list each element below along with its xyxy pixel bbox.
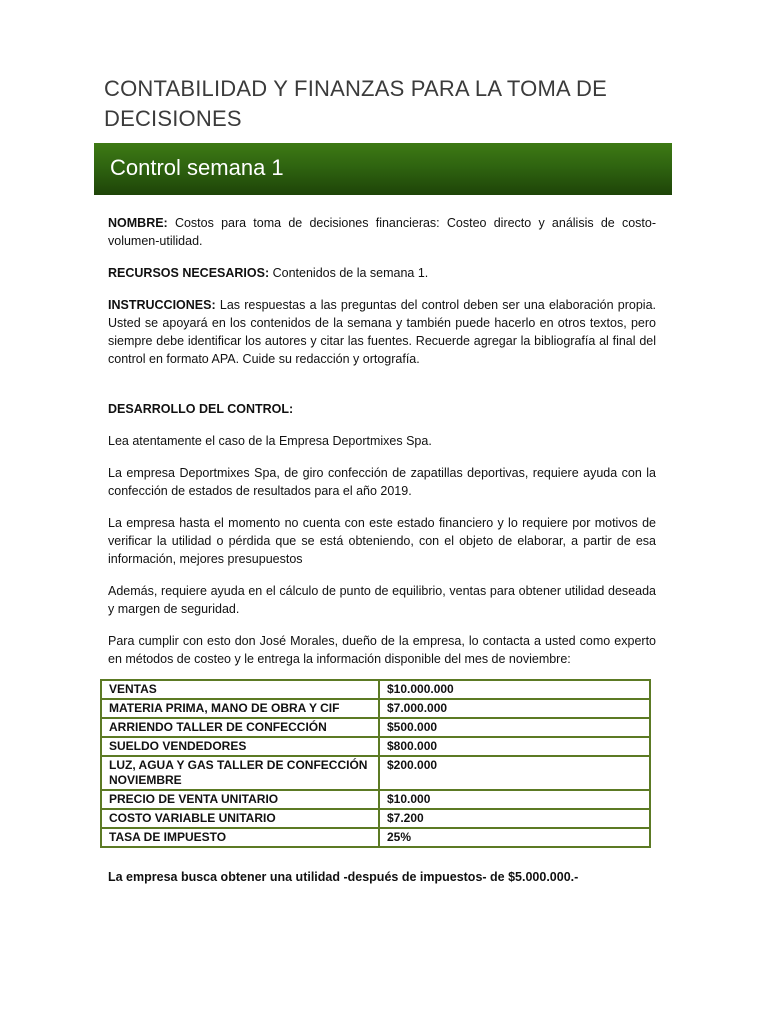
table-row — [101, 718, 650, 737]
document-body — [108, 214, 656, 682]
document-title-line-1: CONTABILIDAD Y FINANZAS PARA LA TOMA DE — [104, 76, 607, 101]
table-cell-label: COSTO VARIABLE UNITARIO — [101, 809, 379, 828]
table-cell-label: LUZ, AGUA Y GAS TALLER DE CONFECCIÓN NOVIEMBRE — [101, 756, 379, 790]
table-row — [101, 737, 650, 756]
instrucciones-label: INSTRUCCIONES: — [108, 298, 216, 312]
cost-data-table — [100, 679, 651, 848]
recursos-paragraph — [108, 264, 656, 282]
spacer — [108, 382, 656, 400]
nombre-paragraph — [108, 214, 656, 250]
desarrollo-paragraph-2: La empresa Deportmixes Spa, de giro confección de zapatillas deportivas, requiere ayuda con la confección de estados de resultados para el año 2019. — [108, 466, 656, 498]
target-profit-note: La empresa busca obtener una utilidad -después de impuestos- de $5.000.000.- — [108, 870, 579, 884]
instrucciones-text: Las respuestas a las preguntas del control deben ser una elaboración propia. Usted se apoyará en los contenidos de la semana y también puede hacerlo en otros textos, pero siempre debe identificar los autores y citar las fuentes. Recuerde agregar la bibliografía al final del control en formato APA. Cuide su redacción y ortografía. — [108, 298, 656, 366]
table-cell-value: $800.000 — [379, 737, 650, 756]
table-row — [101, 809, 650, 828]
nombre-text: Costos para toma de decisiones financieras: Costeo directo y análisis de costo-volumen-utilidad. — [108, 216, 656, 248]
desarrollo-paragraph-1: Lea atentamente el caso de la Empresa Deportmixes Spa. — [108, 434, 432, 448]
recursos-text: Contenidos de la semana 1. — [269, 266, 429, 280]
table-cell-value: $10.000.000 — [379, 680, 650, 699]
table-cell-label: PRECIO DE VENTA UNITARIO — [101, 790, 379, 809]
table-cell-label: VENTAS — [101, 680, 379, 699]
document-title — [104, 74, 664, 134]
recursos-label: RECURSOS NECESARIOS: — [108, 266, 270, 280]
table-cell-value: $7.200 — [379, 809, 650, 828]
table-row — [101, 680, 650, 699]
table-cell-value: $10.000 — [379, 790, 650, 809]
table-cell-value: $7.000.000 — [379, 699, 650, 718]
table-cell-label: SUELDO VENDEDORES — [101, 737, 379, 756]
nombre-label: NOMBRE: — [108, 216, 168, 230]
desarrollo-heading: DESARROLLO DEL CONTROL: — [108, 402, 294, 416]
table-cell-value: $500.000 — [379, 718, 650, 737]
desarrollo-paragraph-4: Además, requiere ayuda en el cálculo de punto de equilibrio, ventas para obtener utilidad deseada y margen de seguridad. — [108, 584, 656, 616]
table-cell-label: ARRIENDO TALLER DE CONFECCIÓN — [101, 718, 379, 737]
table-row — [101, 828, 650, 847]
table-cell-label: TASA DE IMPUESTO — [101, 828, 379, 847]
table-cell-value: 25% — [379, 828, 650, 847]
desarrollo-paragraph-3: La empresa hasta el momento no cuenta con este estado financiero y lo requiere por motivos de verificar la utilidad o pérdida que se está obteniendo, con el objeto de elaborar, a partir de esa información, mejores presupuestos — [108, 516, 656, 566]
table-row — [101, 699, 650, 718]
table-cell-value: $200.000 — [379, 756, 650, 790]
table-cell-label: MATERIA PRIMA, MANO DE OBRA Y CIF — [101, 699, 379, 718]
document-title-line-2: DECISIONES — [104, 106, 242, 131]
table-row — [101, 790, 650, 809]
instrucciones-paragraph — [108, 296, 656, 368]
desarrollo-paragraph-5: Para cumplir con esto don José Morales, dueño de la empresa, lo contacta a usted como experto en métodos de costeo y le entrega la información disponible del mes de noviembre: — [108, 634, 656, 666]
table-row — [101, 756, 650, 790]
banner-title: Control semana 1 — [110, 155, 284, 180]
section-banner — [94, 143, 672, 195]
